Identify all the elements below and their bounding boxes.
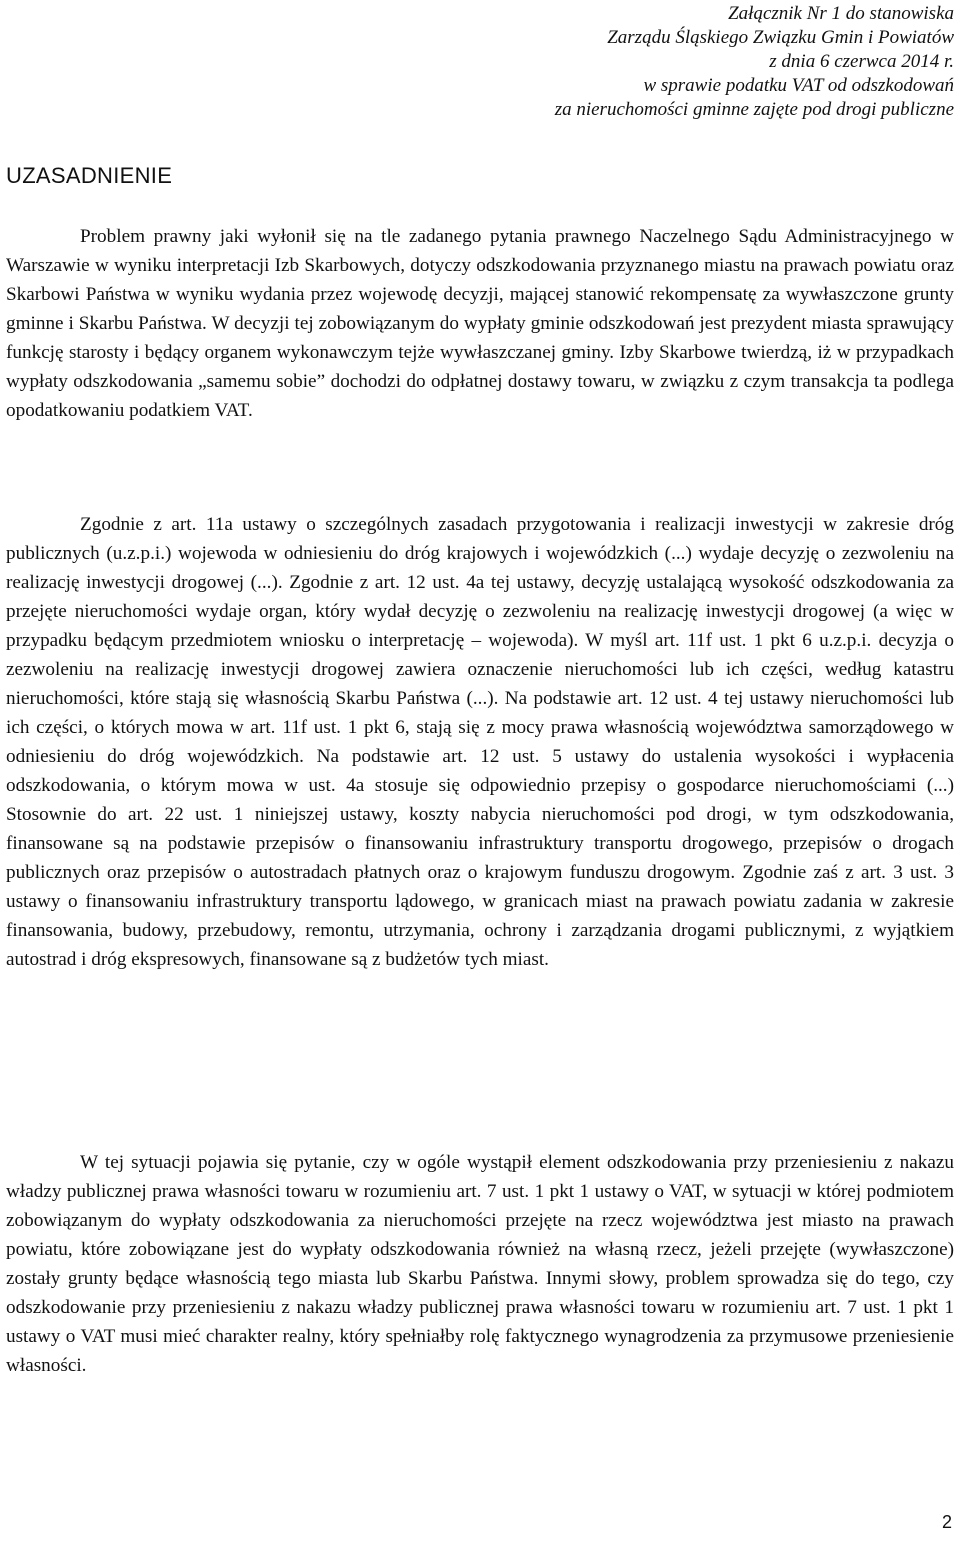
page-number: 2 — [941, 1512, 952, 1532]
annex-line-4: w sprawie podatku VAT od odszkodowań — [643, 75, 954, 96]
section-heading: UZASADNIENIE — [6, 163, 173, 188]
annex-line-5: za nieruchomości gminne zajęte pod drogi publiczne — [554, 99, 954, 120]
paragraph-2: Zgodnie z art. 11a ustawy o szczególnych zasadach przygotowania i realizacji inwestycji w zakresie dróg publicznych (u.z.p.i.) wojewoda w odniesieniu do dróg krajowych i wojewódzkich (...) wydaje decyzję o zezwoleniu na realizację inwestycji drogowej (...). Zgodnie z art. 12 ust. 4a tej ustawy, decyzję ustalającą wysokość odszkodowania za przejęte nieruchomości wydaje organ, który wydał decyzję o zezwoleniu na realizację inwestycji drogowej (a więc w przypadku będącym przedmiotem wniosku o interpretację – wojewoda). W myśl art. 11f ust. 1 pkt 6 u.z.p.i. decyzja o zezwoleniu na realizację inwestycji drogowej zawiera oznaczenie nieruchomości lub ich części, według katastru nieruchomości, które stają się własnością Skarbu Państwa (...). Na podstawie art. 12 ust. 4 tej ustawy nieruchomości lub ich części, o których mowa w art. 11f ust. 1 pkt 6, stają się z mocy prawa własnością województwa samorządowego w odniesieniu do dróg wojewódzkich. Na podstawie art. 12 ust. 5 ustawy do ustalenia wysokości i wypłacenia odszkodowania, o którym mowa w ust. 4a stosuje się odpowiednio przepisy o gospodarce nieruchomościami (...) Stosownie do art. 22 ust. 1 niniejszej ustawy, koszty nabycia nieruchomości pod drogi, w tym odszkodowania, finansowane są na podstawie przepisów o finansowaniu infrastruktury transportu drogowego, przepisów o drogach publicznych oraz przepisów o autostradach płatnych oraz o krajowym funduszu drogowym. Zgodnie zaś z art. 3 ust. 3 ustawy o finansowaniu infrastruktury transportu lądowego, w granicach miast na prawach powiatu zadania w zakresie finansowania, budowy, przebudowy, remontu, utrzymania, ochrony i zarządzania drogami publicznymi, z wyjątkiem autostrad i dróg ekspresowych, finansowane są z budżetów tych miast. — [6, 514, 954, 970]
annex-line-2: Zarządu Śląskiego Związku Gmin i Powiatów — [607, 27, 954, 48]
paragraph-3: W tej sytuacji pojawia się pytanie, czy w ogóle wystąpił element odszkodowania przy przeniesieniu z nakazu władzy publicznej prawa własności towaru w rozumieniu art. 7 ust. 1 pkt 1 ustawy o VAT, w sytuacji w której podmiotem zobowiązanym do wypłaty odszkodowania za nieruchomości przejęte na rzecz województwa jest miasto na prawach powiatu, które zobowiązane jest do wypłaty odszkodowania również na własną rzecz, jeżeli przejęte (wywłaszczone) zostały grunty będące własnością tego miasta lub Skarbu Państwa. Innymi słowy, problem sprowadza się do tego, czy odszkodowanie przy przeniesieniu z nakazu władzy publicznej prawa własności towaru w rozumieniu art. 7 ust. 1 pkt 1 ustawy o VAT musi mieć charakter realny, który spełniałby rolę faktycznego wynagrodzenia za przymusowe przeniesienie własności. — [6, 1152, 954, 1376]
annex-line-3: z dnia 6 czerwca 2014 r. — [769, 51, 954, 72]
paragraph-1: Problem prawny jaki wyłonił się na tle zadanego pytania prawnego Naczelnego Sądu Administracyjnego w Warszawie w wyniku interpretacji Izb Skarbowych, dotyczy odszkodowania przyznanego miastu na prawach powiatu oraz Skarbowi Państwa w wyniku wydania przez wojewodę decyzji, mającej stanowić rekompensatę za wywłaszczone grunty gminne i Skarbu Państwa. W decyzji tej zobowiązanym do wypłaty gminie odszkodowań jest prezydent miasta sprawujący funkcję starosty i będący organem wykonawczym tejże wywłaszczanej gminy. Izby Skarbowe twierdzą, iż w przypadkach wypłaty odszkodowania „samemu sobie” dochodzi do odpłatnej dostawy towaru, w związku z czym transakcja ta podlega opodatkowaniu podatkiem VAT. — [6, 226, 954, 421]
annex-line-1: Załącznik Nr 1 do stanowiska — [728, 3, 954, 24]
annex-header — [555, 2, 954, 122]
